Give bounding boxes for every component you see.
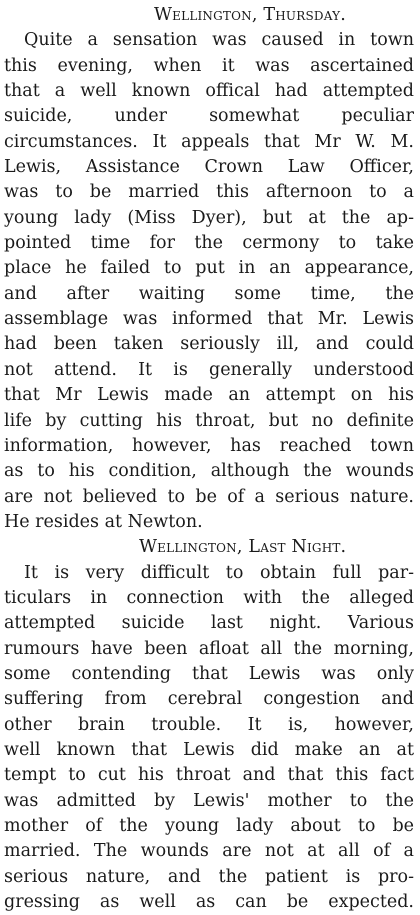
paragraph-1-line-2: this evening, when it was ascertained [4, 55, 414, 76]
paragraph-1-line-18: as to his condition, although the wounds [4, 461, 414, 482]
paragraph-1-line-1: Quite a sensation was caused in town [24, 30, 414, 51]
paragraph-2-line-12: married. The wounds are not at all of a [4, 841, 414, 862]
paragraph-2-line-2: ticulars in connection with the alleged [4, 587, 414, 608]
paragraph-2-line-5: some contending that Lewis was only [4, 663, 414, 684]
paragraph-1-line-20: He resides at Newton. [4, 511, 203, 532]
paragraph-1-line-11: and after waiting some time, the [4, 283, 414, 304]
paragraph-1-line-8: young lady (Miss Dyer), but at the ap- [4, 207, 414, 228]
paragraph-1-line-5: circumstances. It appeals that Mr W. M. [4, 131, 414, 152]
paragraph-1-line-17: information, however, has reached town [4, 435, 414, 456]
paragraph-2-line-7: other brain trouble. It is, however, [4, 714, 414, 735]
paragraph-2-line-1: It is very difficult to obtain full par- [24, 562, 414, 583]
paragraph-1-line-13: had been taken seriously ill, and could [4, 334, 414, 355]
paragraph-1-line-4: suicide, under somewhat peculiar [4, 106, 414, 127]
paragraph-1-line-3: that a well known offical had attempted [4, 81, 414, 102]
dateline-wellington-thursday: Wellington, Thursday. [154, 5, 346, 25]
paragraph-1-line-19: are not believed to be of a serious nature. [4, 486, 414, 507]
paragraph-2-line-11: mother of the young lady about to be [4, 816, 414, 836]
paragraph-1-line-16: life by cutting his throat, but no definite [4, 410, 414, 431]
paragraph-1-line-12: assemblage was informed that Mr. Lewis [4, 309, 414, 330]
paragraph-2-line-9: tempt to cut his throat and that this fact [4, 765, 414, 786]
paragraph-2-line-14: gressing as well as can be expected. [4, 892, 414, 913]
paragraph-1-line-15: that Mr Lewis made an attempt on his [4, 385, 414, 406]
paragraph-2-line-13: serious nature, and the patient is pro- [4, 866, 414, 887]
paragraph-2-line-8: well known that Lewis did make an at [4, 739, 414, 760]
paragraph-1-line-6: Lewis, Assistance Crown Law Officer, [4, 157, 414, 178]
paragraph-1-line-14: not attend. It is generally understood [4, 359, 414, 380]
paragraph-2-line-3: attempted suicide last night. Various [4, 613, 414, 634]
paragraph-1-line-9: pointed time for the cermony to take [4, 233, 414, 254]
newspaper-column [4, 3, 414, 915]
paragraph-1-line-10: place he failed to put in an appearance, [4, 258, 414, 279]
dateline-wellington-last-night: Wellington, Last Night. [139, 537, 347, 558]
paragraph-2-line-10: was admitted by Lewis' mother to the [4, 790, 414, 811]
paragraph-1-line-7: was to be married this afternoon to a [4, 182, 414, 203]
paragraph-2-line-4: rumours have been afloat all the morning, [4, 638, 414, 659]
paragraph-2-line-6: suffering from cerebral congestion and [4, 689, 414, 710]
